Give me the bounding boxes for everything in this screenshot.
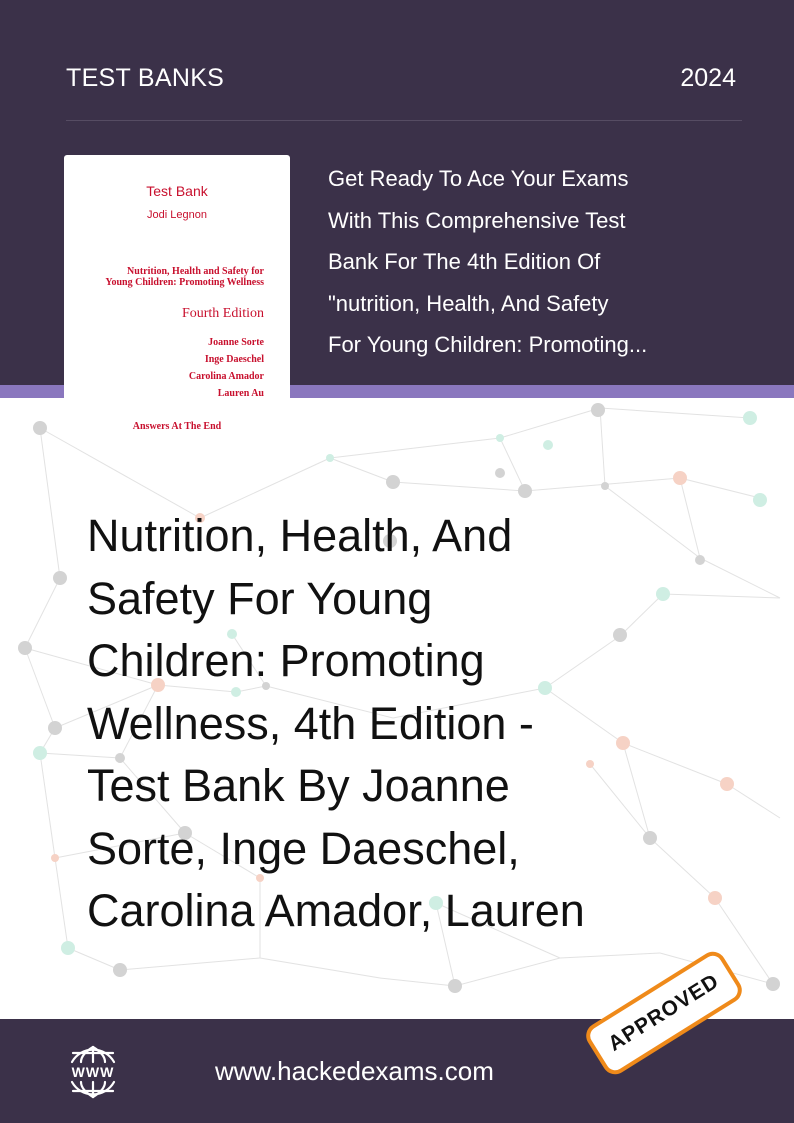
main-title-line: Nutrition, Health, And (87, 510, 513, 561)
summary-line: Bank For The 4th Edition Of (328, 249, 601, 274)
summary-text (328, 158, 738, 366)
brand-label: TEST BANKS (66, 64, 225, 92)
approved-stamp-label: APPROVED (604, 969, 724, 1056)
cover-book-title-line: Young Children: Promoting Wellness (105, 277, 264, 288)
main-title-line: Wellness, 4th Edition - (87, 697, 534, 749)
cover-title: Test Bank (146, 183, 208, 199)
main-title-line: Safety For Young (87, 572, 433, 624)
main-title (87, 505, 727, 943)
globe-www-icon (62, 1044, 124, 1100)
summary-line: For Young Children: Promoting... (328, 332, 648, 357)
main-title-line: Sorte, Inge Daeschel, (87, 822, 520, 874)
cover-author-name: Carolina Amador (188, 371, 264, 382)
cover-author-name: Inge Daeschel (204, 354, 264, 365)
cover-authors (189, 334, 264, 402)
main-title-line: Children: Promoting (87, 635, 485, 686)
cover-author-name: Lauren Au (217, 388, 264, 399)
summary-line: With This Comprehensive Test (328, 207, 626, 233)
website-link[interactable]: www.hackedexams.com (215, 1056, 494, 1086)
header-divider (66, 120, 742, 121)
svg-text:WWW: WWW (71, 1064, 115, 1080)
cover-edition: Fourth Edition (181, 306, 264, 321)
main-title-line: Carolina Amador, Lauren (87, 885, 585, 936)
main-title-line: Test Bank By Joanne (87, 760, 510, 811)
summary-line: "nutrition, Health, And Safety (328, 290, 609, 316)
cover-book-title (64, 266, 264, 288)
cover-footer-note: Answers At The End (132, 421, 222, 432)
summary-line: Get Ready To Ace Your Exams (328, 166, 629, 191)
book-cover (64, 155, 290, 440)
cover-author-name: Joanne Sorte (208, 337, 264, 348)
cover-book-title-line: Nutrition, Health and Safety for (127, 266, 264, 277)
year-label: 2024 (680, 64, 736, 92)
cover-author: Jodi Legnon (147, 209, 207, 221)
